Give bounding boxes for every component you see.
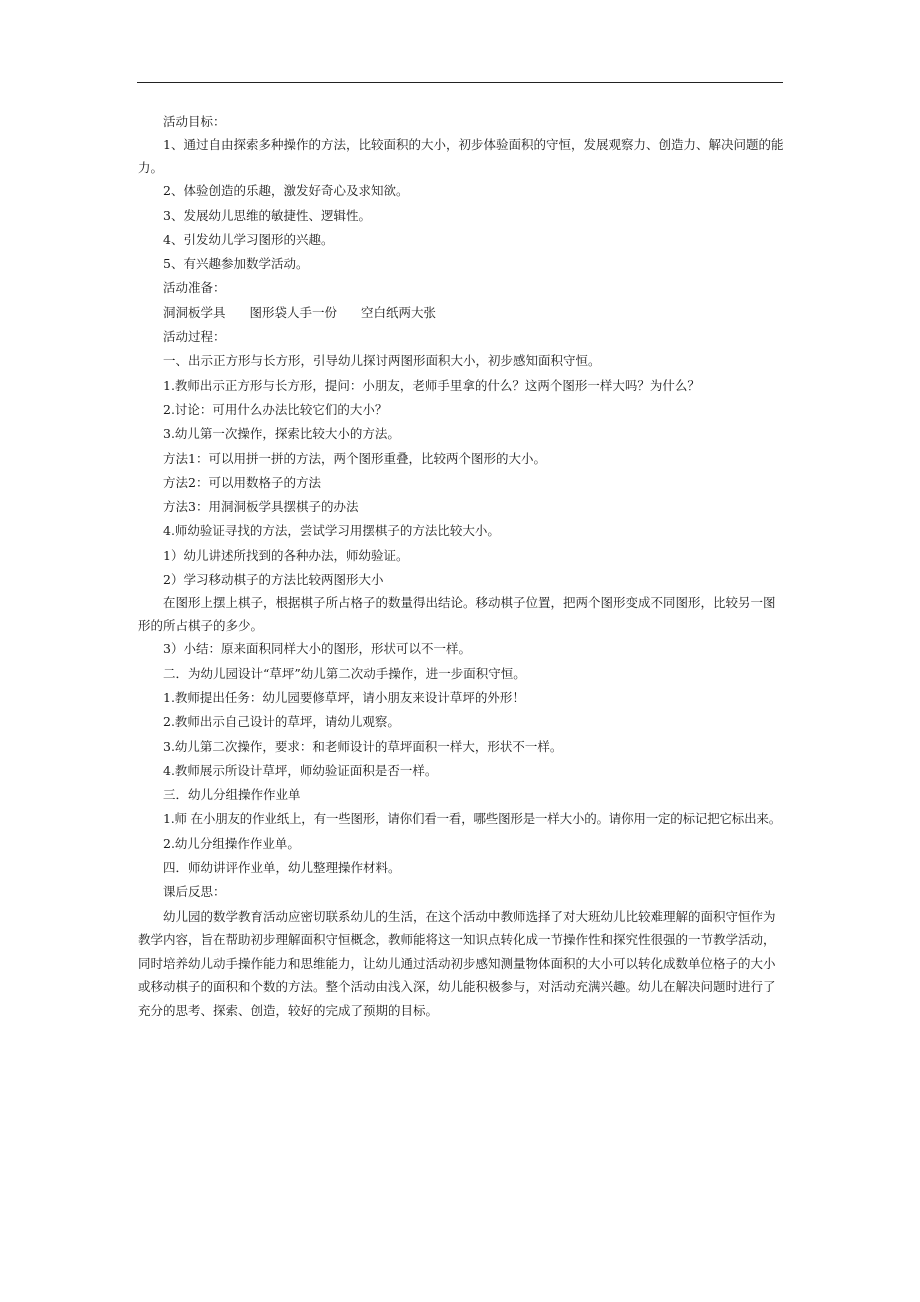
- process-step: 2.讨论：可用什么办法比较它们的大小？: [163, 401, 388, 417]
- goal-item-4: 4、引发幼儿学习图形的兴趣。: [163, 231, 334, 247]
- process-step: 在图形上摆上棋子，根据棋子所占格子的数量得出结论。移动棋子位置，把两个图形变成不同图形，比较另一图形的所占棋子的多少。: [138, 595, 776, 633]
- process-step: 方法1：可以用拼一拼的方法，两个图形重叠，比较两个图形的大小。: [163, 450, 546, 466]
- process-step: 2.幼儿分组操作作业单。: [163, 835, 300, 851]
- process-step: 2.教师出示自己设计的草坪，请幼儿观察。: [163, 714, 400, 730]
- document-body: [138, 110, 784, 1023]
- process-step: 四．师幼讲评作业单，幼儿整理操作材料。: [163, 860, 401, 876]
- reflection-paragraph: 幼儿园的数学教育活动应密切联系幼儿的生活，在这个活动中教师选择了对大班幼儿比较难理解的面积守恒作为教学内容，旨在帮助初步理解面积守恒概念，教师能将这一知识点转化成一节操作性和探究性很强的一节教学活动，同时培养幼儿动手操作能力和思维能力，让幼儿通过活动初步感知测量物体面积的大小可以转化成数单位格子的大小或移动棋子的面积和个数的方法。整个活动由浅入深，幼儿能积极参与，对活动充满兴趣。幼儿在解决问题时进行了充分的思考、探索、创造，较好的完成了预期的目标。: [138, 908, 776, 1018]
- header-rule: [137, 82, 783, 83]
- goal-item-5: 5、有兴趣参加数学活动。: [163, 256, 309, 272]
- prep-heading: 活动准备：: [163, 280, 226, 296]
- process-step: 方法3：用洞洞板学具摆棋子的办法: [163, 499, 359, 515]
- process-heading: 活动过程：: [163, 329, 226, 345]
- goal-item-2: 2、体验创造的乐趣，激发好奇心及求知欲。: [163, 183, 409, 199]
- reflection-heading: 课后反思：: [163, 884, 226, 900]
- process-step: 1.师 在小朋友的作业纸上，有一些图形，请你们看一看，哪些图形是一样大小的。请你用一定的标记把它标出来。: [163, 811, 782, 827]
- process-step: 4.师幼验证寻找的方法，尝试学习用摆棋子的方法比较大小。: [163, 523, 500, 539]
- process-step: 2）学习移动棋子的方法比较两图形大小: [163, 572, 384, 588]
- prep-item: 图形袋人手一份: [249, 304, 338, 320]
- process-step: 1.教师出示正方形与长方形，提问：小朋友，老师手里拿的什么？这两个图形一样大吗？为什么？: [163, 377, 700, 393]
- process-step: 一、出示正方形与长方形，引导幼儿探讨两图形面积大小，初步感知面积守恒。: [163, 353, 601, 369]
- process-step: 4.教师展示所设计草坪，师幼验证面积是否一样。: [163, 762, 438, 778]
- process-step: 方法2：可以用数格子的方法: [163, 474, 321, 490]
- process-step: 二．为幼儿园设计“草坪”幼儿第二次动手操作，进一步面积守恒。: [163, 665, 526, 681]
- prep-items: [138, 301, 784, 325]
- goal-item-3: 3、发展幼儿思维的敏捷性、逻辑性。: [163, 207, 371, 223]
- goal-heading: 活动目标：: [163, 114, 226, 129]
- prep-item: 空白纸两大张: [361, 304, 437, 320]
- process-step: 三．幼儿分组操作作业单: [163, 787, 301, 803]
- process-step: 3）小结：原来面积同样大小的图形，形状可以不一样。: [163, 641, 471, 657]
- goal-item-1: 1、通过自由探索多种操作的方法，比较面积的大小，初步体验面积的守恒，发展观察力、创造力、解决问题的能力。: [138, 137, 784, 175]
- process-step: 1）幼儿讲述所找到的各种办法，师幼验证。: [163, 547, 409, 563]
- process-step: 3.幼儿第二次操作，要求：和老师设计的草坪面积一样大，形状不一样。: [163, 738, 563, 754]
- process-step: 3.幼儿第一次操作，探索比较大小的方法。: [163, 426, 400, 442]
- process-step: 1.教师提出任务：幼儿园要修草坪，请小朋友来设计草坪的外形！: [163, 689, 525, 705]
- prep-item: 洞洞板学具: [163, 304, 226, 320]
